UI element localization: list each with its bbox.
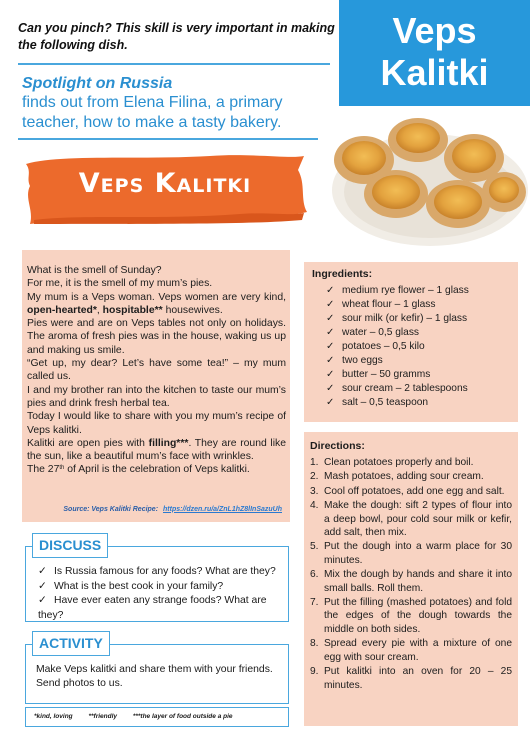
directions-heading: Directions: bbox=[310, 440, 365, 452]
ingredients-panel bbox=[304, 262, 518, 422]
ingredient-item: ✓ two eggs bbox=[326, 355, 383, 366]
check-icon: ✓ bbox=[326, 327, 335, 338]
story-line: For me, it is the smell of my mum’s pies. bbox=[27, 278, 213, 290]
story-panel bbox=[22, 250, 290, 522]
discuss-item: ✓ What is the best cook in your family? bbox=[38, 580, 288, 595]
story-paragraph: My mum is a Veps woman. Veps women are very kind, open-hearted*, hospitable** housewives. bbox=[27, 291, 286, 316]
ingredient-item: ✓ wheat flour – 1 glass bbox=[326, 299, 436, 310]
activity-panel bbox=[25, 635, 289, 704]
check-icon: ✓ bbox=[326, 313, 335, 324]
check-icon: ✓ bbox=[326, 383, 335, 394]
directions-list bbox=[310, 456, 512, 692]
discuss-list bbox=[38, 565, 288, 623]
direction-step: 7. Put the filling (mashed potatoes) and fold the edges of the dough towards the middle on both sides. bbox=[310, 597, 512, 635]
story-paragraph: Today I would like to share with you my mum’s recipe of Veps kalitki. bbox=[27, 411, 286, 436]
source-link[interactable]: https://dzen.ru/a/ZnL1hZ8lInSazuUh bbox=[163, 505, 282, 513]
ingredient-item: ✓ sour cream – 2 tablespoons bbox=[326, 383, 468, 394]
intro-text: Can you pinch? This skill is very important in making the following dish. bbox=[18, 21, 335, 52]
check-icon: ✓ bbox=[38, 566, 47, 577]
check-icon: ✓ bbox=[326, 355, 335, 366]
story-paragraph: Pies were and are on Veps tables not only on holidays. The aroma of fresh pies was in the house, waking us up and making us smile. bbox=[27, 318, 286, 356]
ingredient-item: ✓ salt – 0,5 teaspoon bbox=[326, 397, 429, 408]
footnotes bbox=[25, 707, 289, 727]
story-paragraph: I and my brother ran into the kitchen to taste our mum’s pies and drink fresh herbal tea. bbox=[27, 384, 286, 409]
title-line-2: Kalitki bbox=[380, 52, 489, 93]
direction-step: 5. Put the dough into a warm place for 30 minutes. bbox=[310, 541, 512, 566]
direction-step: 1. Clean potatoes properly and boil. bbox=[310, 457, 474, 468]
check-icon: ✓ bbox=[326, 285, 335, 296]
activity-text: Make Veps kalitki and share them with your friends. Send photos to us. bbox=[36, 664, 273, 689]
check-icon: ✓ bbox=[38, 580, 47, 592]
direction-step: 9. Put kalitki into an oven for 20 – 25 minutes. bbox=[310, 666, 512, 691]
discuss-item: ✓ Have ever eaten any strange foods? What are they? bbox=[38, 595, 267, 621]
story-paragraph: The 27th of April is the celebration of Veps kalitki. bbox=[27, 464, 250, 476]
check-icon: ✓ bbox=[326, 397, 335, 408]
check-icon: ✓ bbox=[38, 595, 47, 606]
spotlight-divider bbox=[18, 138, 330, 140]
ingredient-item: ✓ potatoes – 0,5 kilo bbox=[326, 341, 425, 352]
check-icon: ✓ bbox=[326, 341, 335, 352]
activity-heading: ACTIVITY bbox=[32, 631, 110, 656]
ingredients-heading: Ingredients: bbox=[312, 268, 373, 280]
title-line-1: Veps bbox=[392, 10, 477, 51]
discuss-heading: DISCUSS bbox=[32, 533, 108, 558]
directions-panel bbox=[304, 432, 518, 726]
intro-divider bbox=[18, 63, 330, 65]
spotlight-title: Spotlight on Russia bbox=[22, 75, 173, 92]
footnote: *kind, loving bbox=[34, 713, 73, 720]
check-icon: ✓ bbox=[326, 369, 335, 380]
footnote: ***the layer of food outside a pie bbox=[132, 713, 233, 720]
direction-step: 4. Make the dough: sift 2 types of flour into a deep bowl, pour cold sour milk or kefir, add salt, then mix. bbox=[310, 500, 512, 539]
source-citation bbox=[63, 503, 282, 516]
spotlight-text: finds out from Elena Filina, a primary teacher, how to make a tasty bakery. bbox=[22, 94, 283, 131]
ingredient-item: ✓ sour milk (or kefir) – 1 glass bbox=[326, 313, 468, 324]
title-box bbox=[339, 0, 530, 107]
story-paragraph: Kalitki are open pies with filling***. They are round like the sun, like a beautiful mum’s face with wrinkles. bbox=[27, 437, 287, 463]
check-icon: ✓ bbox=[326, 299, 335, 310]
ingredients-list bbox=[312, 284, 512, 410]
kalitki-photo bbox=[318, 106, 530, 254]
direction-step: 8. Spread every pie with a mixture of one egg with sour cream. bbox=[310, 638, 512, 663]
source-label: Source: Veps Kalitki Recipe: bbox=[63, 505, 159, 513]
direction-step: 2. Mash potatoes, adding sour cream. bbox=[310, 471, 484, 483]
banner-title: Veps Kalitki bbox=[78, 168, 252, 199]
direction-step: 3. Cool off potatoes, add one egg and salt. bbox=[310, 485, 505, 497]
ingredient-item: ✓ water – 0,5 glass bbox=[326, 327, 420, 338]
footnote: **friendly bbox=[88, 713, 118, 720]
ingredient-item: ✓ butter – 50 gramms bbox=[326, 369, 431, 380]
discuss-item: ✓ Is Russia famous for any foods? What are they? bbox=[38, 565, 288, 580]
story-paragraph: “Get up, my dear? Let’s have some tea!” – my mum called us. bbox=[27, 358, 286, 383]
ingredient-item: ✓ medium rye flower – 1 glass bbox=[326, 285, 469, 296]
discuss-panel bbox=[25, 537, 289, 622]
direction-step: 6. Mix the dough by hands and share it into small balls. Roll them. bbox=[310, 569, 512, 594]
story-line: What is the smell of Sunday? bbox=[27, 265, 162, 276]
